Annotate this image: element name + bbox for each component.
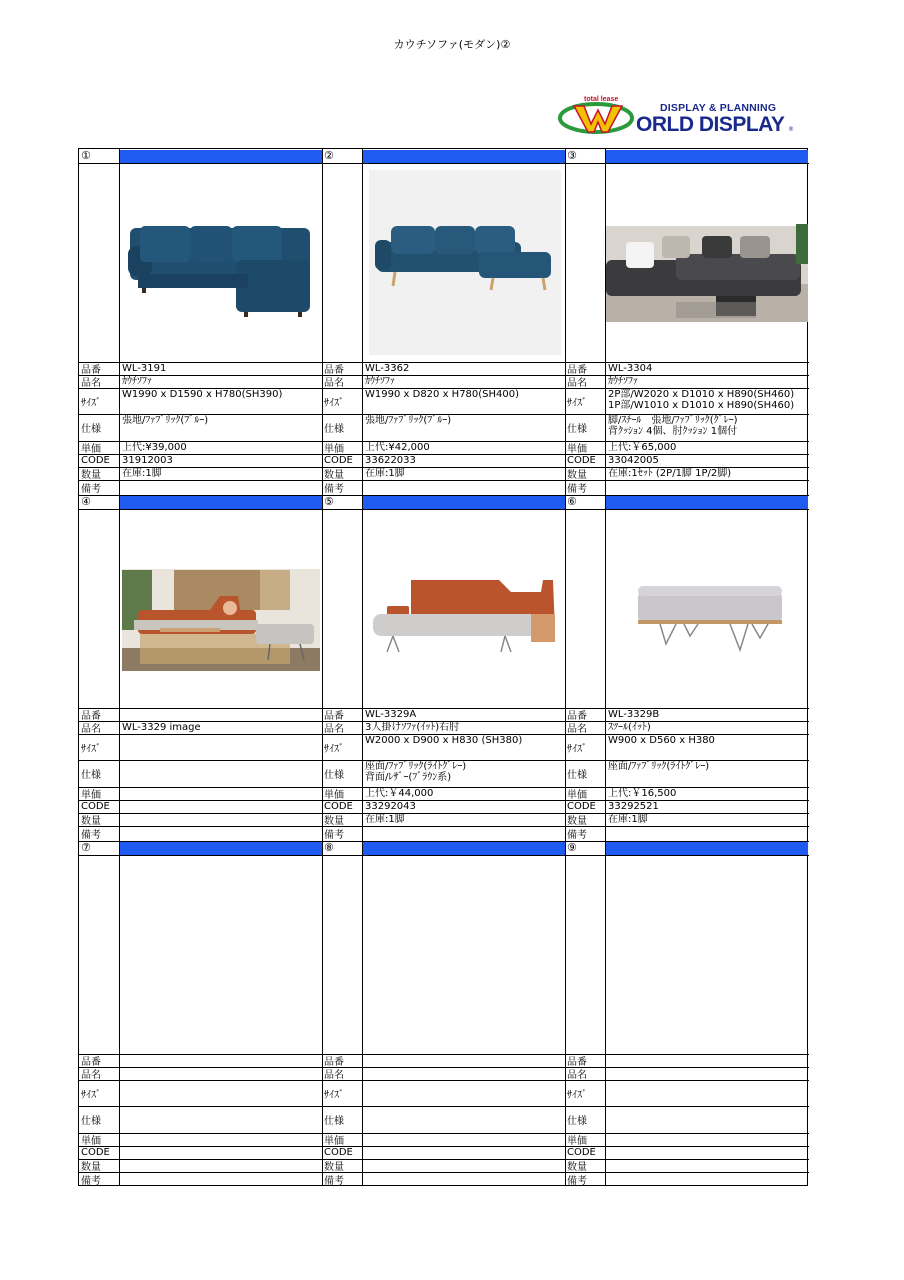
field-value-size [119, 735, 325, 761]
field-label-name: 品名 [81, 1070, 101, 1081]
field-label-code: CODE [567, 801, 596, 812]
item-header-bar [363, 842, 565, 855]
field-label-code: CODE [324, 801, 353, 812]
field-label-spec: 仕様 [567, 1116, 587, 1127]
field-label-spec: 仕様 [81, 424, 101, 435]
field-label-code: CODE [81, 801, 110, 812]
field-label-name: 品名 [81, 724, 101, 735]
blue-couch-sofa-image [363, 164, 565, 362]
field-line: 張地/ﾌｧﾌﾞﾘｯｸ(ﾌﾞﾙｰ) [365, 415, 452, 426]
item-number: ⑨ [567, 841, 577, 854]
field-value-code: 33042005 [608, 455, 659, 466]
field-value-note [605, 1173, 811, 1187]
field-label-qty: 数量 [81, 816, 101, 827]
field-label-note: 備考 [324, 1175, 344, 1187]
field-label-name: 品名 [567, 724, 587, 735]
field-label-code: CODE [81, 455, 110, 466]
item-number: ⑦ [81, 841, 91, 854]
field-label-size: ｻｲｽﾞ [324, 397, 344, 409]
field-label-size: ｻｲｽﾞ [81, 397, 101, 409]
field-label-size: ｻｲｽﾞ [81, 743, 101, 755]
item-header-bar [363, 150, 565, 163]
logo-registered: ® [788, 126, 794, 133]
field-value-part-no: WL-3329B [608, 709, 660, 720]
three-seater-sofa-image [363, 510, 565, 708]
field-value-price: 上代:￥16,500 [608, 788, 677, 799]
field-value-qty: 在庫:1脚 [122, 468, 162, 479]
field-label-name: 品名 [81, 378, 101, 389]
field-value-part-no [362, 1055, 568, 1068]
item-header-bar [606, 496, 808, 509]
field-value-note [605, 481, 811, 495]
field-value-qty: 在庫:1脚 [365, 468, 405, 479]
item-number: ⑤ [324, 495, 334, 508]
field-label-size: ｻｲｽﾞ [324, 1089, 344, 1101]
field-label-qty: 数量 [324, 1162, 344, 1173]
logo-top-text: DISPLAY & PLANNING [660, 102, 777, 114]
product-image [120, 510, 322, 708]
blue-couch-sofa-image [120, 164, 322, 362]
field-label-qty: 数量 [324, 816, 344, 827]
field-value-part-no: WL-3362 [365, 363, 410, 374]
product-catalog-table [78, 148, 808, 1186]
field-label-note: 備考 [81, 1175, 101, 1187]
field-value-part-no [119, 709, 325, 722]
field-value-price [605, 1134, 811, 1147]
field-label-name: 品名 [324, 378, 344, 389]
field-label-price: 単価 [324, 790, 344, 801]
field-value-price: 上代:¥39,000 [122, 442, 187, 453]
company-logo [558, 96, 798, 138]
field-label-price: 単価 [567, 444, 587, 455]
product-image [363, 510, 565, 708]
item-header-bar [606, 842, 808, 855]
product-image [120, 856, 322, 1054]
field-label-note: 備考 [567, 483, 587, 495]
field-value-qty [119, 814, 325, 827]
field-label-spec: 仕様 [81, 1116, 101, 1127]
field-value-spec [362, 761, 568, 788]
field-value-spec [362, 1107, 568, 1134]
field-label-note: 備考 [324, 829, 344, 841]
field-value-qty [605, 1160, 811, 1173]
field-value-price: 上代:￥65,000 [608, 442, 677, 453]
field-value-code [119, 801, 325, 814]
product-image [606, 164, 808, 362]
field-label-code: CODE [567, 455, 596, 466]
product-image [363, 856, 565, 1054]
field-label-price: 単価 [567, 1136, 587, 1147]
field-value-name: ｶｳﾁｿﾌｧ [365, 376, 395, 387]
product-image [606, 856, 808, 1054]
field-label-size: ｻｲｽﾞ [324, 743, 344, 755]
item-number: ④ [81, 495, 91, 508]
logo-name: ORLD DISPLAY [636, 113, 785, 136]
field-line: 1P部/W1010 x D1010 x H890(SH460) [608, 400, 795, 411]
field-label-code: CODE [324, 455, 353, 466]
field-value-qty: 在庫:1脚 [608, 814, 648, 825]
field-line: W1990 x D820 x H780(SH400) [365, 389, 520, 400]
field-value-name: ｶｳﾁｿﾌｧ [608, 376, 638, 387]
field-value-code: 31912003 [122, 455, 173, 466]
field-value-part-no [605, 1055, 811, 1068]
column-divider [322, 149, 323, 1185]
field-label-part-no: 品番 [324, 365, 344, 376]
field-label-part-no: 品番 [81, 711, 101, 722]
field-label-qty: 数量 [567, 816, 587, 827]
product-image [606, 510, 808, 708]
item-number: ② [324, 149, 334, 162]
field-value-code: 33292521 [608, 801, 659, 812]
item-number: ⑧ [324, 841, 334, 854]
field-value-name: 3人掛けｿﾌｧ(ｲｯﾄ)右肘 [365, 722, 460, 733]
field-label-price: 単価 [324, 444, 344, 455]
field-value-name: ｽﾂｰﾙ(ｲｯﾄ) [608, 722, 651, 733]
field-value-size [362, 735, 568, 761]
item-number: ⑥ [567, 495, 577, 508]
product-image [363, 164, 565, 362]
field-label-part-no: 品番 [81, 1057, 101, 1068]
field-label-code: CODE [81, 1147, 110, 1158]
field-label-code: CODE [567, 1147, 596, 1158]
field-label-size: ｻｲｽﾞ [81, 1089, 101, 1101]
field-label-spec: 仕様 [324, 424, 344, 435]
item-number: ① [81, 149, 91, 162]
field-line: 脚/ｽﾁｰﾙ 張地/ﾌｧﾌﾞﾘｯｸ(ｸﾞﾚｰ) [608, 415, 738, 426]
field-label-note: 備考 [567, 829, 587, 841]
field-value-code [605, 1147, 811, 1160]
field-label-name: 品名 [324, 1070, 344, 1081]
field-value-note [362, 1173, 568, 1187]
field-label-size: ｻｲｽﾞ [567, 743, 587, 755]
field-value-size [605, 1081, 811, 1107]
item-header-bar [120, 842, 322, 855]
field-value-code [119, 1147, 325, 1160]
field-value-note [605, 827, 811, 841]
field-value-qty: 在庫:1脚 [365, 814, 405, 825]
field-line: W1990 x D1590 x H780(SH390) [122, 389, 283, 400]
field-label-name: 品名 [567, 378, 587, 389]
field-value-name [119, 1068, 325, 1081]
field-value-spec [605, 1107, 811, 1134]
field-label-part-no: 品番 [324, 1057, 344, 1068]
field-value-name: ｶｳﾁｿﾌｧ [122, 376, 152, 387]
field-label-spec: 仕様 [567, 770, 587, 781]
field-value-code [362, 1147, 568, 1160]
field-label-code: CODE [324, 1147, 353, 1158]
field-label-qty: 数量 [567, 470, 587, 481]
field-value-price: 上代:￥44,000 [365, 788, 434, 799]
field-value-price [362, 1134, 568, 1147]
field-value-qty: 在庫:1ｾｯﾄ (2P/1脚 1P/2脚) [608, 468, 732, 479]
page-title: カウチソファ(モダン)② [393, 38, 511, 51]
field-label-name: 品名 [567, 1070, 587, 1081]
field-value-name [362, 1068, 568, 1081]
field-value-note [119, 1173, 325, 1187]
field-label-part-no: 品番 [567, 711, 587, 722]
field-label-note: 備考 [81, 829, 101, 841]
field-label-price: 単価 [324, 1136, 344, 1147]
field-value-note [362, 827, 568, 841]
field-value-name: WL-3329 image [122, 722, 201, 733]
field-line: 背ｸｯｼｮﾝ 4個、肘ｸｯｼｮﾝ 1個付 [608, 426, 738, 437]
field-value-note [362, 481, 568, 495]
gray-couch-sofa-image [606, 164, 808, 362]
field-value-size [605, 389, 811, 415]
field-label-price: 単価 [81, 790, 101, 801]
column-divider [565, 149, 566, 1185]
field-line: 2P部/W2020 x D1010 x H890(SH460) [608, 389, 795, 400]
field-label-part-no: 品番 [81, 365, 101, 376]
field-label-spec: 仕様 [324, 1116, 344, 1127]
field-value-spec [362, 415, 568, 442]
field-value-spec [119, 761, 325, 788]
field-label-part-no: 品番 [567, 1057, 587, 1068]
field-line: 張地/ﾌｧﾌﾞﾘｯｸ(ﾌﾞﾙｰ) [122, 415, 209, 426]
field-label-size: ｻｲｽﾞ [567, 397, 587, 409]
field-value-qty [362, 1160, 568, 1173]
field-value-size [605, 735, 811, 761]
field-label-part-no: 品番 [567, 365, 587, 376]
item-header-bar [120, 496, 322, 509]
field-label-price: 単価 [81, 1136, 101, 1147]
field-value-size [362, 1081, 568, 1107]
item-header-bar [606, 150, 808, 163]
field-value-size [362, 389, 568, 415]
field-value-size [119, 1081, 325, 1107]
field-line: 座面/ﾌｧﾌﾞﾘｯｸ(ﾗｲﾄｸﾞﾚｰ) [608, 761, 710, 772]
field-label-price: 単価 [81, 444, 101, 455]
field-label-spec: 仕様 [567, 424, 587, 435]
world-display-logo-icon [558, 102, 636, 134]
field-label-note: 備考 [324, 483, 344, 495]
field-value-spec [119, 1107, 325, 1134]
field-label-note: 備考 [81, 483, 101, 495]
field-value-code: 33622033 [365, 455, 416, 466]
field-label-price: 単価 [567, 790, 587, 801]
field-value-price: 上代:¥42,000 [365, 442, 430, 453]
field-line: 座面/ﾌｧﾌﾞﾘｯｸ(ﾗｲﾄｸﾞﾚｰ) [365, 761, 467, 772]
field-label-spec: 仕様 [81, 770, 101, 781]
field-value-note [119, 481, 325, 495]
field-value-spec [119, 415, 325, 442]
field-value-size [119, 389, 325, 415]
field-value-qty [119, 1160, 325, 1173]
stool-image [606, 510, 808, 708]
field-label-spec: 仕様 [324, 770, 344, 781]
field-value-price [119, 1134, 325, 1147]
field-value-code: 33292043 [365, 801, 416, 812]
item-header-bar [363, 496, 565, 509]
field-label-qty: 数量 [81, 1162, 101, 1173]
field-line: W900 x D560 x H380 [608, 735, 715, 746]
field-value-price [119, 788, 325, 801]
orange-sofa-room-image [120, 510, 322, 708]
item-number: ③ [567, 149, 577, 162]
field-label-part-no: 品番 [324, 711, 344, 722]
field-value-part-no: WL-3304 [608, 363, 653, 374]
product-image [120, 164, 322, 362]
field-label-qty: 数量 [81, 470, 101, 481]
field-line: 背面/ﾚｻﾞｰ(ﾌﾞﾗｳﾝ系) [365, 772, 452, 783]
field-label-note: 備考 [567, 1175, 587, 1187]
field-label-size: ｻｲｽﾞ [567, 1089, 587, 1101]
field-label-qty: 数量 [567, 1162, 587, 1173]
field-value-note [119, 827, 325, 841]
field-value-part-no: WL-3191 [122, 363, 167, 374]
field-value-spec [605, 415, 811, 442]
field-value-name [605, 1068, 811, 1081]
logo-tagline: total lease [584, 96, 619, 103]
field-value-spec [605, 761, 811, 788]
field-value-part-no: WL-3329A [365, 709, 417, 720]
field-label-qty: 数量 [324, 470, 344, 481]
field-value-part-no [119, 1055, 325, 1068]
item-header-bar [120, 150, 322, 163]
field-line: W2000 x D900 x H830 (SH380) [365, 735, 523, 746]
field-label-name: 品名 [324, 724, 344, 735]
